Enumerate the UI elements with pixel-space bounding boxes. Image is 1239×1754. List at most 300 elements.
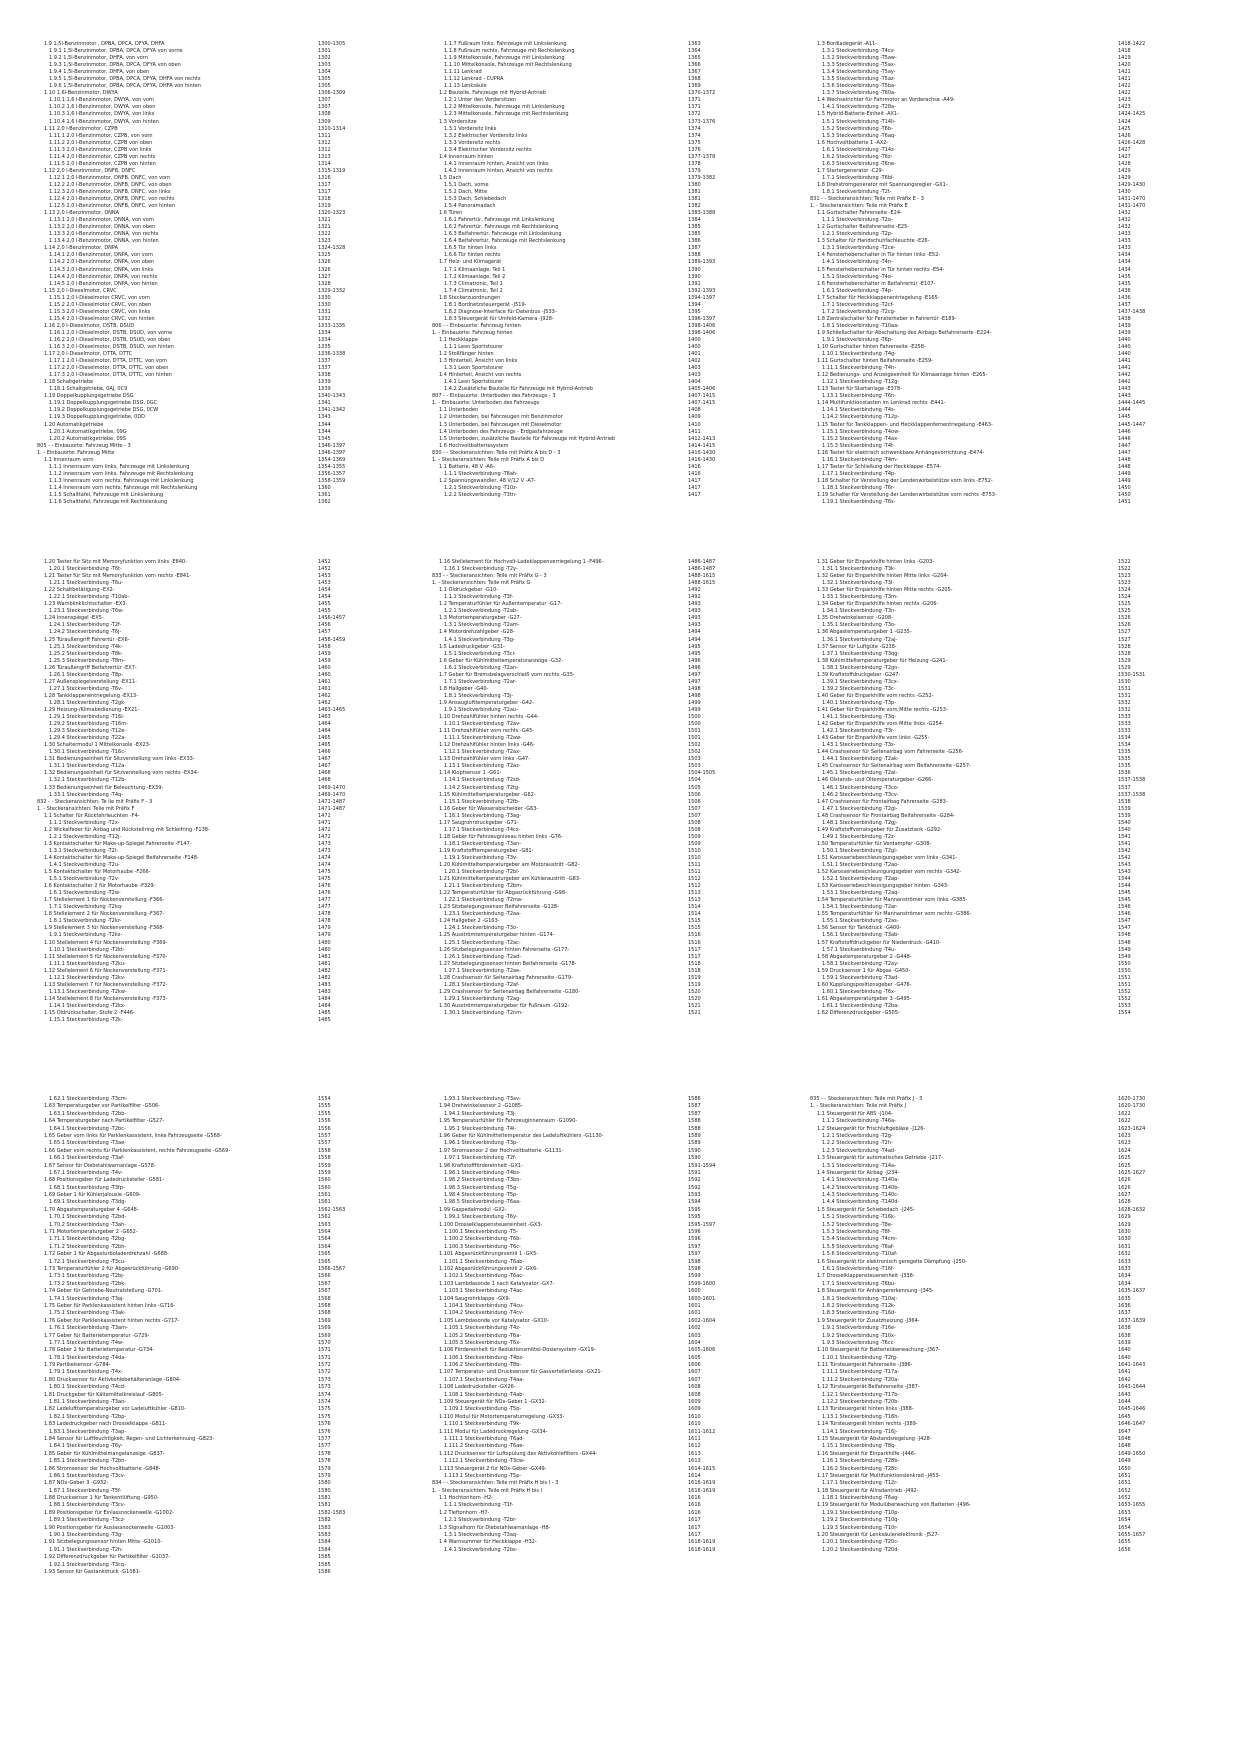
entry-text: 1.105.1 Steckverbindung -T4z- xyxy=(444,1325,521,1332)
entry-pages: 1637-1639 xyxy=(1118,1317,1146,1324)
entry-pages: 1587 xyxy=(688,1103,701,1110)
entry-pages: 1464 xyxy=(318,728,331,735)
entry-pages: 1635 xyxy=(1118,1295,1131,1302)
entry-text: 1.3 Steuergerät für automatisches Getriebe -J217- xyxy=(817,1155,943,1162)
entry-text: 1.17.1 Steckverbindung -T4cx- xyxy=(444,826,521,833)
entry-pages: 1542 xyxy=(1118,847,1131,854)
entry-pages: 1577 xyxy=(318,1435,331,1442)
entry-text: 1.9.5 1,5l-Benzinmotor, DPBA, DPCA, DFYA, DHFA von rechts xyxy=(49,76,201,83)
entry-text: 1.3.1 Steckverbindung -T14a- xyxy=(822,1162,896,1169)
entry-text: 1.3.1 Vordersitz links xyxy=(444,125,497,132)
entry-pages: 1579 xyxy=(318,1472,331,1479)
entry-pages: 1456-1457 xyxy=(318,615,346,622)
index-entry xyxy=(37,492,377,499)
entry-text: 1.45.1 Steckverbindung -T2al- xyxy=(822,770,898,777)
index-entry xyxy=(37,580,377,587)
index-entry xyxy=(432,792,738,799)
entry-pages: 1430 xyxy=(1118,188,1131,195)
entry-text: 1.67.1 Steckverbindung -T4v- xyxy=(49,1169,123,1176)
entry-pages: 1501 xyxy=(688,735,701,742)
index-entry xyxy=(432,492,738,499)
entry-pages: 1422 xyxy=(1118,90,1131,97)
index-entry xyxy=(37,267,377,274)
index-entry xyxy=(810,133,1158,140)
entry-pages: 1312 xyxy=(318,146,331,153)
entry-text: 1.94.1 Steckverbindung -T3j- xyxy=(444,1110,517,1117)
entry-pages: 1336-1338 xyxy=(318,351,346,358)
entry-pages: 1400 xyxy=(688,336,701,343)
entry-pages: 1535 xyxy=(1118,749,1131,756)
entry-pages: 1467 xyxy=(318,763,331,770)
index-entry xyxy=(432,450,738,457)
entry-pages: 1332 xyxy=(318,315,331,322)
entry-pages: 1477 xyxy=(318,897,331,904)
entry-text: 1.2 Gurtschalter Beifahrerseite -E25- xyxy=(817,224,910,231)
entry-pages: 1641 xyxy=(1118,1369,1131,1376)
entry-pages: 1358-1359 xyxy=(318,477,346,484)
entry-text: 1.5 Dach xyxy=(439,174,462,181)
index-entry xyxy=(432,841,738,848)
entry-pages: 1472 xyxy=(318,833,331,840)
entry-text: 1.1.13 Lenksäule xyxy=(444,83,487,90)
entry-text: 1.6.3 Steckverbindung -T6ne- xyxy=(822,160,896,167)
entry-pages: 1384 xyxy=(688,217,701,224)
entry-pages: 1427 xyxy=(1118,153,1131,160)
index-entry xyxy=(810,686,1158,693)
entry-text: 832 - - Steckeransichten: Te ile mit Präfix F - 3 xyxy=(37,798,153,805)
index-entry xyxy=(432,1185,738,1192)
entry-text: 1.14.1 Steckverbindung -T2kx- xyxy=(49,1002,126,1009)
entry-text: 1.51.1 Steckverbindung -T2ao- xyxy=(822,862,900,869)
index-entry xyxy=(810,295,1158,302)
entry-pages: 1590 xyxy=(688,1155,701,1162)
entry-pages: 1645 xyxy=(1118,1413,1131,1420)
entry-text: 1.61.1 Steckverbindung -T2ba- xyxy=(822,1002,900,1009)
entry-pages: 1578 xyxy=(318,1450,331,1457)
entry-pages: 1618-1619 xyxy=(688,1546,716,1553)
entry-text: 1.7 Schalter für Heckklappenentriegelung -E165- xyxy=(817,294,940,301)
index-entry xyxy=(810,1214,1158,1221)
entry-text: 1.75.1 Steckverbindung -T3ak- xyxy=(49,1310,126,1317)
entry-text: 1.12 Stellelement 6 für Nockenverstellung -F371- xyxy=(44,967,168,974)
entry-text: 1.12 Bedienungs- und Anzeigeeinheit für Klimaanlage hinten -E265- xyxy=(817,372,988,379)
index-entry xyxy=(37,295,377,302)
index-entry xyxy=(810,1429,1158,1436)
index-entry xyxy=(810,1539,1158,1546)
index-entry xyxy=(432,1111,738,1118)
entry-text: 1.31 Geber für Einparkhilfe hinten links -G203- xyxy=(817,559,935,565)
entry-pages: 1314 xyxy=(318,160,331,167)
index-entry xyxy=(37,126,377,133)
index-entry xyxy=(810,566,1158,573)
entry-pages: 1521 xyxy=(688,1002,701,1009)
entry-text: 1.25.2 Steckverbindung -T8k- xyxy=(49,650,123,657)
entry-text: 1.7.1 Steckverbindung -T6bl- xyxy=(822,174,895,181)
entry-pages: 1450 xyxy=(1118,492,1131,498)
index-entry xyxy=(810,478,1158,485)
entry-text: 1.52 Karosseriebeschleunigungsgeber vorn rechts -G342- xyxy=(817,869,962,876)
entry-text: 1.102.1 Steckverbindung -T6ac- xyxy=(444,1273,524,1280)
entry-pages: 1337 xyxy=(318,365,331,372)
entry-pages: 1326 xyxy=(318,266,331,273)
entry-text: 1.22 Temperaturfühler für Abgasrückführung -G98- xyxy=(439,890,567,897)
index-entry xyxy=(810,436,1158,443)
entry-text: 1.98.2 Steckverbindung -T3bn- xyxy=(444,1177,522,1184)
index-entry xyxy=(810,1251,1158,1258)
entry-pages: 1506 xyxy=(688,791,701,798)
entry-pages: 1571 xyxy=(318,1354,331,1361)
entry-pages: 1630 xyxy=(1118,1236,1131,1243)
entry-text: 1.16.2 Steckverbindung -T28c- xyxy=(822,1465,899,1472)
index-entry xyxy=(810,622,1158,629)
entry-pages: 1407-1415 xyxy=(688,393,716,400)
index-entry xyxy=(432,1163,738,1170)
entry-text: 1.26.1 Steckverbindung -T8p- xyxy=(49,671,124,678)
entry-pages: 1431-1470 xyxy=(1118,203,1146,210)
entry-text: 1.11 Drehzahlfühler vorn rechts -G45- xyxy=(439,728,535,735)
index-entry xyxy=(37,330,377,337)
index-entry xyxy=(37,1466,377,1473)
index-entry xyxy=(37,1310,377,1317)
entry-text: 1.20.1 Steckverbindung -T6t- xyxy=(49,566,122,573)
entry-text: 1.6.1 Steckverbindung -T4p- xyxy=(822,287,893,294)
entry-text: 1.6.1 Fahrertür, Fahrzeuge mit Linkslenkung xyxy=(444,217,555,224)
entry-pages: 1639 xyxy=(1118,1339,1131,1346)
entry-pages: 1543 xyxy=(1118,869,1131,876)
entry-pages: 1434 xyxy=(1118,252,1131,259)
entry-text: 1.105.3 Steckverbindung -T6x- xyxy=(444,1339,521,1346)
index-entry xyxy=(37,1333,377,1340)
index-entry xyxy=(432,982,738,989)
entry-text: 1.28.1 Steckverbindung -T2af- xyxy=(444,981,520,988)
entry-text: 1.20.1 Steckverbindung -T20c- xyxy=(822,1539,899,1546)
entry-text: 1.10.1 Steckverbindung -T2kt- xyxy=(49,946,125,953)
entry-pages: 1390 xyxy=(688,273,701,280)
index-entry xyxy=(432,147,738,154)
index-entry xyxy=(37,55,377,62)
entry-pages: 1426 xyxy=(1118,132,1131,139)
entry-text: 1.35 Drehwinkelsensor -G208- xyxy=(817,615,893,622)
index-entry xyxy=(37,1303,377,1310)
entry-pages: 1564 xyxy=(318,1236,331,1243)
index-entry xyxy=(432,69,738,76)
entry-pages: 1481 xyxy=(318,953,331,960)
entry-text: 1.93 Sensor für Gastankdruck -G1081- xyxy=(44,1569,141,1575)
index-entry xyxy=(810,1532,1158,1539)
entry-pages: 1403 xyxy=(688,372,701,379)
index-entry xyxy=(810,393,1158,400)
entry-pages: 1480 xyxy=(318,939,331,946)
entry-text: 1.100 Drosselklappensteuereinheit -GX3- xyxy=(439,1221,543,1228)
entry-pages: 1409 xyxy=(688,414,701,421)
entry-text: 1.1 Heckklappe xyxy=(439,336,478,343)
entry-pages: 1583 xyxy=(318,1532,331,1539)
entry-pages: 1504 xyxy=(688,777,701,784)
index-entry xyxy=(810,904,1158,911)
entry-text: 1.2.1 Steckverbindung -T2br- xyxy=(444,1517,517,1524)
entry-pages: 1533 xyxy=(1118,728,1131,735)
entry-pages: 1646-1647 xyxy=(1118,1421,1146,1428)
index-entry xyxy=(432,168,738,175)
entry-text: 1.1.3 Innenraum vorn rechts, Fahrzeuge mit Linkslenkung xyxy=(49,477,194,484)
entry-text: 1.20 Kühlmitteltemperaturgeber am Motoraustritt -G82- xyxy=(439,862,580,869)
entry-pages: 1446 xyxy=(1118,428,1131,435)
entry-pages: 1468 xyxy=(318,770,331,777)
index-entry xyxy=(37,918,377,925)
index-entry xyxy=(432,443,738,450)
entry-text: 1.106 Fördereinheit für Reduktionsmittel-Dosiersystem -GX19- xyxy=(439,1347,596,1354)
entry-text: 1.15 2,0 l-Dieselmotor, CRVC xyxy=(44,287,117,294)
index-entry xyxy=(810,580,1158,587)
entry-pages: 1354-1369 xyxy=(318,456,346,463)
entry-text: 1.5.1 Steckverbindung -T16k- xyxy=(822,1214,896,1221)
entry-pages: 1562 xyxy=(318,1214,331,1221)
entry-pages: 1321 xyxy=(318,224,331,231)
index-entry xyxy=(37,393,377,400)
index-entry xyxy=(810,1414,1158,1421)
index-entry xyxy=(810,161,1158,168)
entry-text: 1.4.1 Steckverbindung -T2bs- xyxy=(444,1546,518,1553)
entry-text: 1.13 Drehzahlfühler vorn links -G47- xyxy=(439,756,531,763)
entry-text: 1.15.2 Steckverbindung -T4ax- xyxy=(822,435,899,442)
entry-pages: 1535 xyxy=(1118,763,1131,770)
index-entry xyxy=(810,259,1158,266)
index-entry xyxy=(432,1003,738,1010)
entry-text: 1.45 Crashsensor für Seitenairbag vorn Beifahrerseite -G257- xyxy=(817,763,971,770)
entry-pages: 1617 xyxy=(688,1517,701,1524)
entry-text: 1.1.1 Leon Sportstourer xyxy=(444,344,504,351)
entry-text: 1.8.1 Steckverbindung -T10aj- xyxy=(822,1295,898,1302)
entry-text: 1.18.1 Steckverbindung -T3an- xyxy=(444,840,522,847)
index-entry xyxy=(37,161,377,168)
index-entry xyxy=(37,1003,377,1010)
entry-pages: 1511 xyxy=(688,862,701,869)
entry-pages: 1471 xyxy=(318,812,331,819)
index-entry xyxy=(37,601,377,608)
index-entry xyxy=(432,210,738,217)
index-entry xyxy=(432,1458,738,1465)
entry-text: 1.59 Drucksensor 1 für Abgas -G450- xyxy=(817,967,911,974)
index-entry xyxy=(810,890,1158,897)
entry-text: 1.2.1 Steckverbindung -T10z- xyxy=(444,484,518,491)
entry-pages: 1460 xyxy=(318,664,331,671)
index-entry xyxy=(37,566,377,573)
index-entry xyxy=(810,1103,1158,1110)
entry-text: 1. - Einbauorte: Fahrzeug Mitte xyxy=(37,449,115,456)
index-entry xyxy=(432,785,738,792)
entry-pages: 1400 xyxy=(688,344,701,351)
entry-pages: 1390 xyxy=(688,266,701,273)
entry-pages: 1568 xyxy=(318,1295,331,1302)
index-entry xyxy=(810,996,1158,1003)
entry-text: 1.99 Gaspedalmodul -GX2- xyxy=(439,1206,507,1213)
entry-text: 1.1.5 Schalttafel, Fahrzeuge mit Linkslenkung xyxy=(49,492,164,498)
entry-pages: 1650 xyxy=(1118,1465,1131,1472)
entry-pages: 1569 xyxy=(318,1332,331,1339)
entry-text: 1.3 Signalhorn für Diebstahlwarnanlage -H8- xyxy=(439,1524,551,1531)
entry-text: 1.10.1 Steckverbindung -T2fg- xyxy=(822,1354,898,1361)
entry-text: 1.30 Schaltermodul 1 Mittelkonsole -EX23- xyxy=(44,742,151,749)
entry-text: 1.79.1 Steckverbindung -T4x- xyxy=(49,1369,123,1376)
index-entry xyxy=(37,245,377,252)
entry-pages: 1513 xyxy=(688,897,701,904)
entry-text: 1.94 Drehwinkelsensor 2 -G1085- xyxy=(439,1103,523,1110)
entry-pages: 1503 xyxy=(688,756,701,763)
index-entry xyxy=(810,918,1158,925)
entry-text: 1.7.1 Steckverbindung -T6bu- xyxy=(822,1280,896,1287)
entry-pages: 1300-1305 xyxy=(318,41,346,47)
index-entry xyxy=(810,323,1158,330)
entry-pages: 1312 xyxy=(318,139,331,146)
entry-text: 1.3.3 Vordersitz rechts xyxy=(444,139,501,146)
index-entry xyxy=(432,245,738,252)
index-entry xyxy=(37,834,377,841)
index-entry xyxy=(432,947,738,954)
entry-pages: 1398-1406 xyxy=(688,322,716,329)
index-entry xyxy=(432,1296,738,1303)
entry-pages: 1391 xyxy=(688,280,701,287)
entry-pages: 1440 xyxy=(1118,336,1131,343)
entry-pages: 1451 xyxy=(1118,499,1131,506)
entry-pages: 1452 xyxy=(318,559,331,565)
entry-pages: 1583 xyxy=(318,1524,331,1531)
entry-pages: 1526 xyxy=(1118,622,1131,629)
index-entry xyxy=(432,1140,738,1147)
entry-text: 1.7.1 Steckverbindung -T2cf- xyxy=(822,301,894,308)
entry-text: 1.42 Geber für Einparkhilfe vorn Mitte links -G254- xyxy=(817,721,944,728)
entry-pages: 1461 xyxy=(318,678,331,685)
index-entry xyxy=(432,309,738,316)
index-entry xyxy=(810,252,1158,259)
entry-text: 1.19.1 Steckverbindung -T6s- xyxy=(822,499,896,506)
index-entry xyxy=(432,651,738,658)
entry-pages: 1548 xyxy=(1118,939,1131,946)
entry-text: 1.7.1 Steckverbindung -T2ar- xyxy=(444,678,517,685)
index-entry xyxy=(432,848,738,855)
index-entry xyxy=(810,728,1158,735)
index-entry xyxy=(810,1170,1158,1177)
entry-text: 1.21.1 Steckverbindung -T6u- xyxy=(49,580,123,587)
index-entry xyxy=(37,203,377,210)
index-entry xyxy=(37,119,377,126)
index-entry xyxy=(810,90,1158,97)
index-entry xyxy=(37,1111,377,1118)
entry-pages: 1557 xyxy=(318,1132,331,1139)
index-entry xyxy=(37,1177,377,1184)
entry-text: 1.77 Geber für Batterietemperatur -G729- xyxy=(44,1332,150,1339)
entry-pages: 1554 xyxy=(1118,1010,1131,1016)
entry-pages: 1424 xyxy=(1118,118,1131,125)
index-entry xyxy=(810,1288,1158,1295)
entry-pages: 1573 xyxy=(318,1384,331,1391)
index-entry xyxy=(432,820,738,827)
entry-text: 1.97.1 Steckverbindung -T2f- xyxy=(444,1155,517,1162)
index-entry xyxy=(810,344,1158,351)
entry-pages: 1540 xyxy=(1118,819,1131,826)
index-entry xyxy=(37,1244,377,1251)
entry-pages: 1476 xyxy=(318,890,331,897)
index-entry xyxy=(432,1244,738,1251)
entry-pages: 1579 xyxy=(318,1465,331,1472)
index-entry xyxy=(37,1547,377,1554)
index-entry xyxy=(432,1451,738,1458)
index-entry xyxy=(432,1539,738,1546)
index-entry xyxy=(432,1170,738,1177)
entry-text: 1.53.1 Steckverbindung -T2aq- xyxy=(822,890,900,897)
entry-pages: 1510 xyxy=(688,847,701,854)
entry-pages: 1569 xyxy=(318,1317,331,1324)
index-entry xyxy=(432,672,738,679)
entry-pages: 1498 xyxy=(688,692,701,699)
entry-text: 1.4 Wechselrichter für Fahrmotor an Vorderachse -A49- xyxy=(817,97,955,104)
entry-text: 1.113.1 Steckverbindung -T5p- xyxy=(444,1472,522,1479)
entry-pages: 1643 xyxy=(1118,1391,1131,1398)
entry-pages: 1341-1342 xyxy=(318,407,346,414)
entry-text: 1.102 Abgasrückführungsventil 2 -GX6- xyxy=(439,1265,539,1272)
entry-text: 1.32 Geber für Einparkhilfe hinten Mitte links -G204- xyxy=(817,573,949,580)
entry-text: 1.27 Außenspiegelverstellung -EX11- xyxy=(44,678,137,685)
index-entry xyxy=(37,90,377,97)
entry-pages: 1616 xyxy=(688,1502,701,1509)
entry-text: 1.69.1 Steckverbindung -T3dg- xyxy=(49,1199,127,1206)
entry-pages: 1525 xyxy=(1118,608,1131,615)
index-entry xyxy=(810,337,1158,344)
entry-pages: 1403 xyxy=(688,365,701,372)
entry-pages: 1652 xyxy=(1118,1495,1131,1502)
index-entry xyxy=(432,457,738,464)
entry-pages: 1580 xyxy=(318,1487,331,1494)
entry-pages: 1471-1487 xyxy=(318,805,346,812)
index-entry xyxy=(37,806,377,813)
entry-pages: 1501 xyxy=(688,728,701,735)
entry-text: 1.82.1 Steckverbindung -T2bp- xyxy=(49,1413,127,1420)
entry-pages: 1456 xyxy=(318,622,331,629)
entry-text: 1.98 Kraftstofffördereinheit -GX1- xyxy=(439,1162,523,1169)
entry-text: 1.3 Hinterteil, Ansicht von links xyxy=(439,358,518,365)
index-entry xyxy=(432,869,738,876)
entry-text: 1.13.2 2,0 l-Benzinmotor, DNNA, von oben xyxy=(49,224,156,231)
entry-text: 1.24.1 Steckverbindung -T3o- xyxy=(444,925,518,932)
entry-text: 1.47 Crashsensor für Frontairbag Fahrerseite -G283- xyxy=(817,798,948,805)
index-entry xyxy=(37,848,377,855)
entry-text: 1.9 Stellelement 3 für Nockenverstellung -F368- xyxy=(44,925,165,932)
index-entry xyxy=(37,665,377,672)
entry-pages: 1609 xyxy=(688,1399,701,1406)
index-entry xyxy=(37,897,377,904)
index-entry xyxy=(810,876,1158,883)
entry-text: 1.2 Unterboden, bei Fahrzeugen mit Benzinmotor xyxy=(439,414,563,421)
entry-pages: 1586 xyxy=(688,1096,701,1102)
entry-pages: 1544 xyxy=(1118,876,1131,883)
entry-pages: 1528 xyxy=(1118,643,1131,650)
entry-text: 1.65.1 Steckverbindung -T3ae- xyxy=(49,1140,126,1147)
entry-pages: 1588 xyxy=(688,1118,701,1125)
entry-text: 1.5.2 Steckverbindung -T8e- xyxy=(822,1221,893,1228)
entry-text: 1.15.4 2,0 l-Dieselmotor CRVC, von hinten xyxy=(49,315,155,322)
index-entry xyxy=(810,947,1158,954)
entry-pages: 1444-1445 xyxy=(1118,400,1146,407)
entry-text: 1.84 Sensor für Luftfeuchtigkeit, Regen- und Lichterkennung -G823- xyxy=(44,1435,215,1442)
entry-pages: 1599-1600 xyxy=(688,1280,716,1287)
entry-pages: 1468 xyxy=(318,777,331,784)
entry-text: 1.13.1 Steckverbindung -T6n- xyxy=(822,393,896,400)
entry-text: 1.5.2 Dach, Mitte xyxy=(444,188,488,195)
entry-pages: 1524 xyxy=(1118,594,1131,601)
entry-text: 1.2 Stoßfänger hinten xyxy=(439,351,494,358)
index-entry xyxy=(432,1466,738,1473)
entry-text: 1.1 Hochtonhorn -H2- xyxy=(439,1495,493,1502)
entry-pages: 1550 xyxy=(1118,960,1131,967)
